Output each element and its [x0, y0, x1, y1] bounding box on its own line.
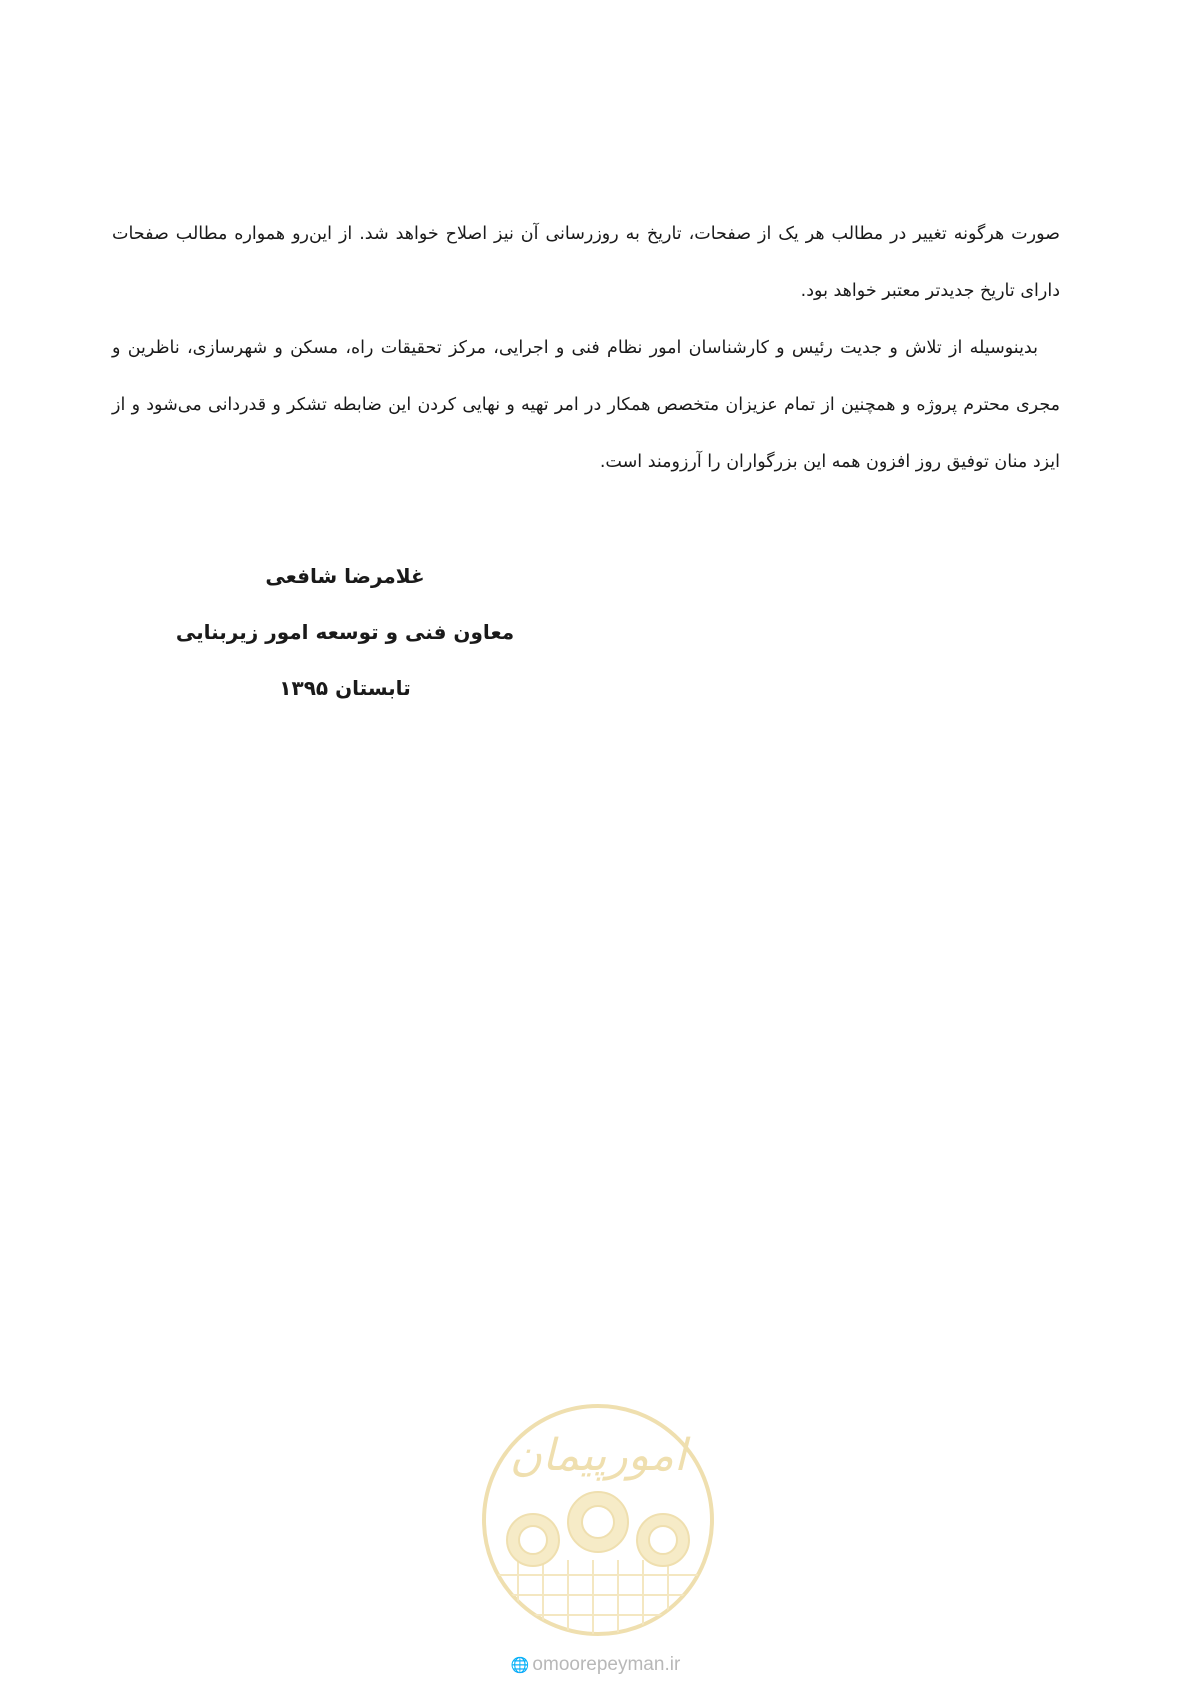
- paragraph: صورت هرگونه تغییر در مطالب هر یک از صفحات، تاریخ به روزرسانی آن نیز اصلاح خواهد شد. از این‌رو همواره مطالب صفحات دارای تاریخ جدیدتر معتبر خواهد بود.: [112, 224, 1060, 301]
- globe-icon: 🌐: [510, 1657, 530, 1674]
- watermark-logo: [478, 1400, 718, 1640]
- logo-text: امورپیمان: [509, 1430, 687, 1481]
- signatory-title: معاون فنی و توسعه امور زیربنایی: [175, 620, 515, 644]
- signatory-name: غلامرضا شافعی: [265, 564, 425, 588]
- watermark-url-row: [0, 1654, 1191, 1676]
- signature-date: تابستان ۱۳۹۵: [279, 676, 411, 700]
- body-text: [112, 206, 1060, 491]
- watermark-url: omoorepeyman.ir: [532, 1654, 681, 1675]
- signature-block: [170, 548, 520, 716]
- paragraph: بدینوسیله از تلاش و جدیت رئیس و کارشناسان امور نظام فنی و اجرایی، مرکز تحقیقات راه، مسکن و شهرسازی، ناظرین و مجری محترم پروژه و همچنین از تمام عزیزان متخصص همکار در امر تهیه و نهایی کردن این ضابطه تشکر و قدردانی می‌شود و از ایزد منان توفیق روز افزون همه این بزرگواران را آرزومند است.: [112, 338, 1060, 472]
